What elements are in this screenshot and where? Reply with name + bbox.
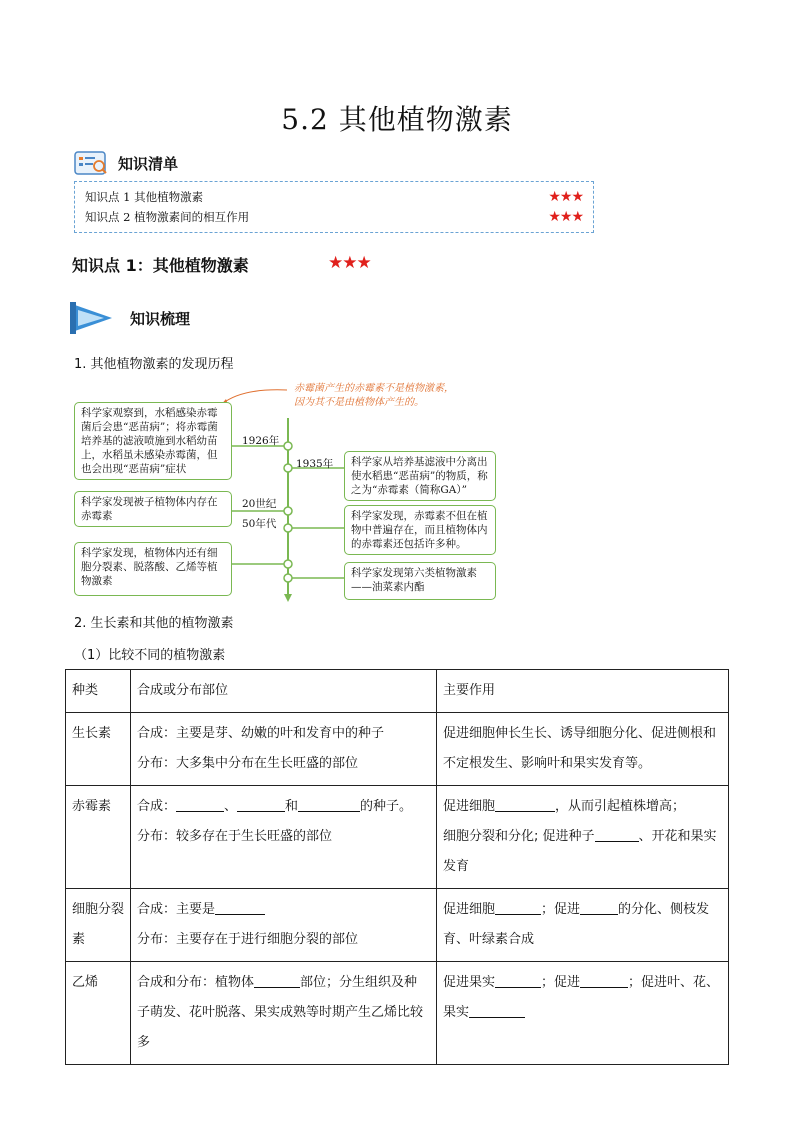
table-row — [66, 786, 729, 889]
table-row — [66, 889, 729, 962]
checklist-box — [74, 181, 594, 233]
effect-cell — [437, 962, 729, 1065]
site-text-part: 和 — [285, 799, 299, 814]
effect-cell — [437, 786, 729, 889]
checklist-item-stars: ★★★ — [548, 209, 583, 225]
effect-cell: 促进细胞伸长生长、诱导细胞分化、促进侧根和不定根发生、影响叶和果实发育等。 — [437, 713, 729, 786]
site-text-part: 、 — [224, 799, 238, 814]
page-title: 5.2 其他植物激素 — [281, 103, 513, 136]
section-2-title: 2. 生长素和其他的植物激素 — [74, 616, 234, 631]
checklist-heading: 知识清单 — [118, 154, 179, 173]
effect-cell — [437, 889, 729, 962]
site-text: 分布：大多集中分布在生长旺盛的部位 — [137, 756, 359, 771]
effect-text-part: ；促进 — [541, 975, 581, 990]
section-1-title: 1. 其他植物激素的发现历程 — [74, 357, 234, 372]
checklist-item-stars: ★★★ — [548, 189, 583, 205]
checklist-header — [74, 150, 178, 176]
checklist-item-label: 知识点 2 植物激素间的相互作用 — [85, 210, 250, 224]
fill-blank[interactable] — [580, 971, 628, 988]
knowledge-point-title: 知识点 1：其他植物激素 — [72, 256, 249, 275]
effect-text-part: ；促进 — [541, 902, 581, 917]
table-header-cell: 合成或分布部位 — [131, 670, 437, 713]
site-text: 合成：主要是芽、幼嫩的叶和发育中的种子 — [137, 726, 385, 741]
site-text: 分布：较多存在于生长旺盛的部位 — [137, 829, 333, 844]
site-cell — [131, 889, 437, 962]
site-text-part: 合成：主要是 — [137, 902, 216, 917]
timeline-note — [294, 382, 504, 410]
fill-blank[interactable] — [215, 898, 265, 915]
hormone-name: 乙烯 — [66, 962, 131, 1065]
table-header-row — [66, 670, 729, 713]
timeline-box-brassinolide: 科学家发现第六类植物激素——油菜素内酯 — [344, 562, 496, 600]
knowledge-point-stars: ★★★ — [328, 253, 371, 273]
sorting-header — [68, 298, 190, 338]
effect-text-part: ；促进叶、花、果实 — [443, 975, 720, 1020]
year-1926: 1926年 — [242, 435, 280, 447]
hormone-name: 细胞分裂素 — [66, 889, 131, 962]
year-1950s: 50年代 — [242, 518, 277, 530]
checklist-icon — [74, 150, 110, 176]
fill-blank[interactable] — [176, 795, 224, 812]
play-arrow-icon — [68, 300, 118, 336]
table-row — [66, 713, 729, 786]
fill-blank[interactable] — [495, 898, 541, 915]
timeline-box-gibberellin-types: 科学家发现，赤霉素不但在植物中普遍存在，而且植物体内的赤霉素还包括许多种。 — [344, 505, 496, 555]
fill-blank[interactable] — [495, 971, 541, 988]
effect-text-part: 、开花和果实发育 — [443, 829, 717, 874]
site-text-part: 部位；分生组织及种子萌发、花叶脱落、果实成熟等时期产生乙烯比较多 — [137, 975, 424, 1050]
site-text-part: 合成和分布：植物体 — [137, 975, 255, 990]
fill-blank[interactable] — [595, 825, 639, 842]
checklist-item — [85, 209, 583, 227]
effect-text-part: 细胞分裂和分化; 促进种子 — [443, 829, 595, 844]
hormone-comparison-table — [65, 669, 729, 1065]
site-text-part: 合成： — [137, 799, 177, 814]
table-header-cell: 主要作用 — [437, 670, 729, 713]
year-1935: 1935年 — [296, 458, 334, 470]
fill-blank[interactable] — [237, 795, 285, 812]
fill-blank[interactable] — [495, 795, 555, 812]
site-text — [137, 895, 430, 925]
effect-text-part: 促进细胞 — [443, 902, 496, 917]
table-row — [66, 962, 729, 1065]
site-cell — [131, 713, 437, 786]
site-text-part: 的种子。 — [360, 799, 413, 814]
effect-text-part: 的分化、侧枝发育、叶绿素合成 — [443, 902, 710, 947]
fill-blank[interactable] — [469, 1001, 525, 1018]
sorting-heading: 知识梳理 — [130, 309, 191, 328]
site-text: 分布：主要存在于进行细胞分裂的部位 — [137, 932, 359, 947]
timeline-box-1926: 科学家观察到，水稻感染赤霉菌后会患“恶苗病”；将赤霉菌培养基的滤液喷施到水稻幼苗上，水稻虽未感染赤霉菌，但也会出现“恶苗病”症状 — [74, 402, 232, 480]
timeline-box-1935: 科学家从培养基滤液中分离出使水稻患“恶苗病”的物质，称之为“赤霉素（简称GA）” — [344, 451, 496, 501]
subsection-title: （1）比较不同的植物激素 — [74, 648, 226, 663]
site-cell — [131, 962, 437, 1065]
timeline-diagram — [72, 378, 502, 604]
fill-blank[interactable] — [580, 898, 618, 915]
checklist-item-label: 知识点 1 其他植物激素 — [85, 190, 204, 204]
timeline-box-1950s: 科学家发现被子植物体内存在赤霉素 — [74, 491, 232, 527]
effect-text-part: ，从而引起植株增高； — [555, 799, 686, 814]
fill-blank[interactable] — [298, 795, 360, 812]
effect-text-part: 促进果实 — [443, 975, 496, 990]
timeline-box-other-hormones: 科学家发现，植物体内还有细胞分裂素、脱落酸、乙烯等植物激素 — [74, 542, 232, 596]
year-20th-century: 20世纪 — [242, 498, 277, 510]
effect-text-part: 促进细胞 — [443, 799, 496, 814]
hormone-name: 赤霉素 — [66, 786, 131, 889]
timeline-note-line: 赤霉菌产生的赤霉素不是植物激素， — [294, 383, 454, 394]
site-cell — [131, 786, 437, 889]
table-header-cell: 种类 — [66, 670, 131, 713]
checklist-item — [85, 189, 583, 207]
hormone-name: 生长素 — [66, 713, 131, 786]
site-text — [137, 792, 430, 822]
fill-blank[interactable] — [254, 971, 300, 988]
timeline-note-line: 因为其不是由植物体产生的。 — [294, 397, 424, 408]
